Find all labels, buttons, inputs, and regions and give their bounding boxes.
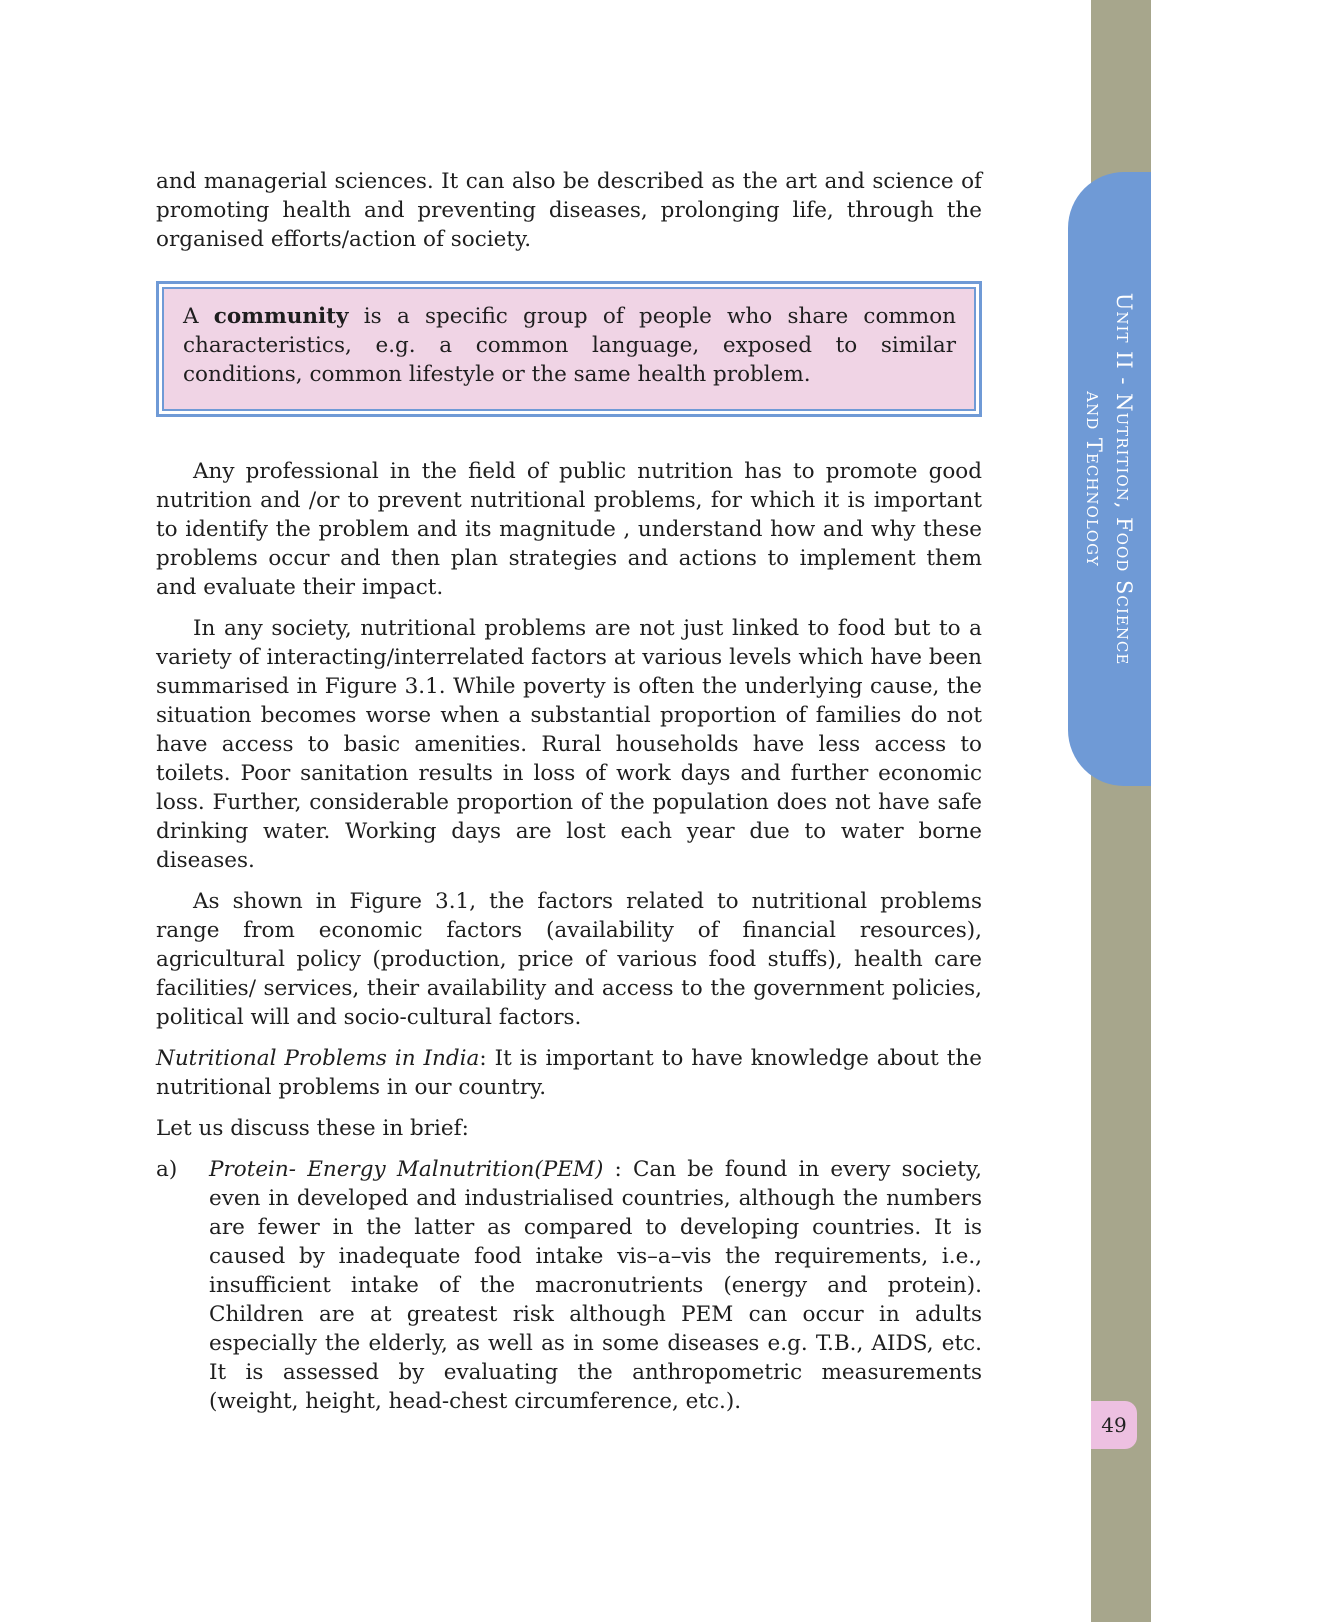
paragraph-continued: and managerial sciences. It can also be described as the art and science of promoting health and preventing diseases, prolonging life, through the organised efforts/action of society. [156, 169, 982, 252]
definition-box [156, 281, 982, 417]
list-marker: a) [156, 1157, 178, 1182]
definition-rest: is a specific group of people who share common characteristics, e.g. a common language, exposed to similar conditions, common lifestyle or the same health problem. [183, 304, 956, 387]
unit-title-line2: and Technology [1082, 391, 1106, 567]
page-content [156, 167, 982, 1416]
definition-text [162, 287, 976, 411]
unit-title-line1: Unit II - Nutrition, Food Science [1112, 292, 1136, 666]
list-item-body [209, 1155, 982, 1416]
paragraph-professional: Any professional in the field of public nutrition has to promote good nutrition and /or to prevent nutritional problems, for which it is important to identify the problem and its magnitude , understand how and why these problems occur and then plan strategies and actions to implement them and evaluate their impact. [156, 459, 982, 600]
list-item-pem [156, 1155, 982, 1416]
nutritional-problems-heading: Nutritional Problems in India [156, 1046, 480, 1071]
definition-term: community [213, 304, 349, 329]
definition-prefix: A [183, 304, 214, 329]
paragraph-factors: As shown in Figure 3.1, the factors related to nutritional problems range from economic factors (availability of financial resources), agricultural policy (production, price of various food stuffs), health care facilities/ services, their availability and access to the government policies, political will and socio-cultural factors. [156, 889, 982, 1030]
unit-title [1079, 169, 1139, 789]
page-number: 49 [1091, 1401, 1137, 1449]
paragraph-society: In any society, nutritional problems are not just linked to food but to a variety of interacting/interrelated factors at various levels which have been summarised in Figure 3.1. While poverty is often the underlying cause, the situation becomes worse when a substantial proportion of families do not have access to basic amenities. Rural households have less access to toilets. Poor sanitation results in loss of work days and further economic loss. Further, considerable proportion of the population does not have safe drinking water. Working days are lost each year due to water borne diseases. [156, 616, 982, 873]
nutritional-problems-text: : It is important to have knowledge about the nutritional problems in our country. [156, 1046, 982, 1100]
paragraph-discuss: Let us discuss these in brief: [156, 1116, 469, 1141]
paragraph-nutritional-problems [156, 1044, 982, 1102]
pem-title: Protein- Energy Malnutrition(PEM) [209, 1157, 604, 1182]
pem-text: : Can be found in every society, even in developed and industrialised countries, although the numbers are fewer in the latter as compared to developing countries. It is caused by inadequate food intake vis–a–vis the requirements, i.e., insufficient intake of the macronutrients (energy and protein). Children are at greatest risk although PEM can occur in adults especially the elderly, as well as in some diseases e.g. T.B., AIDS, etc. It is assessed by evaluating the anthropometric measurements (weight, height, head-chest circumference, etc.). [209, 1157, 982, 1414]
